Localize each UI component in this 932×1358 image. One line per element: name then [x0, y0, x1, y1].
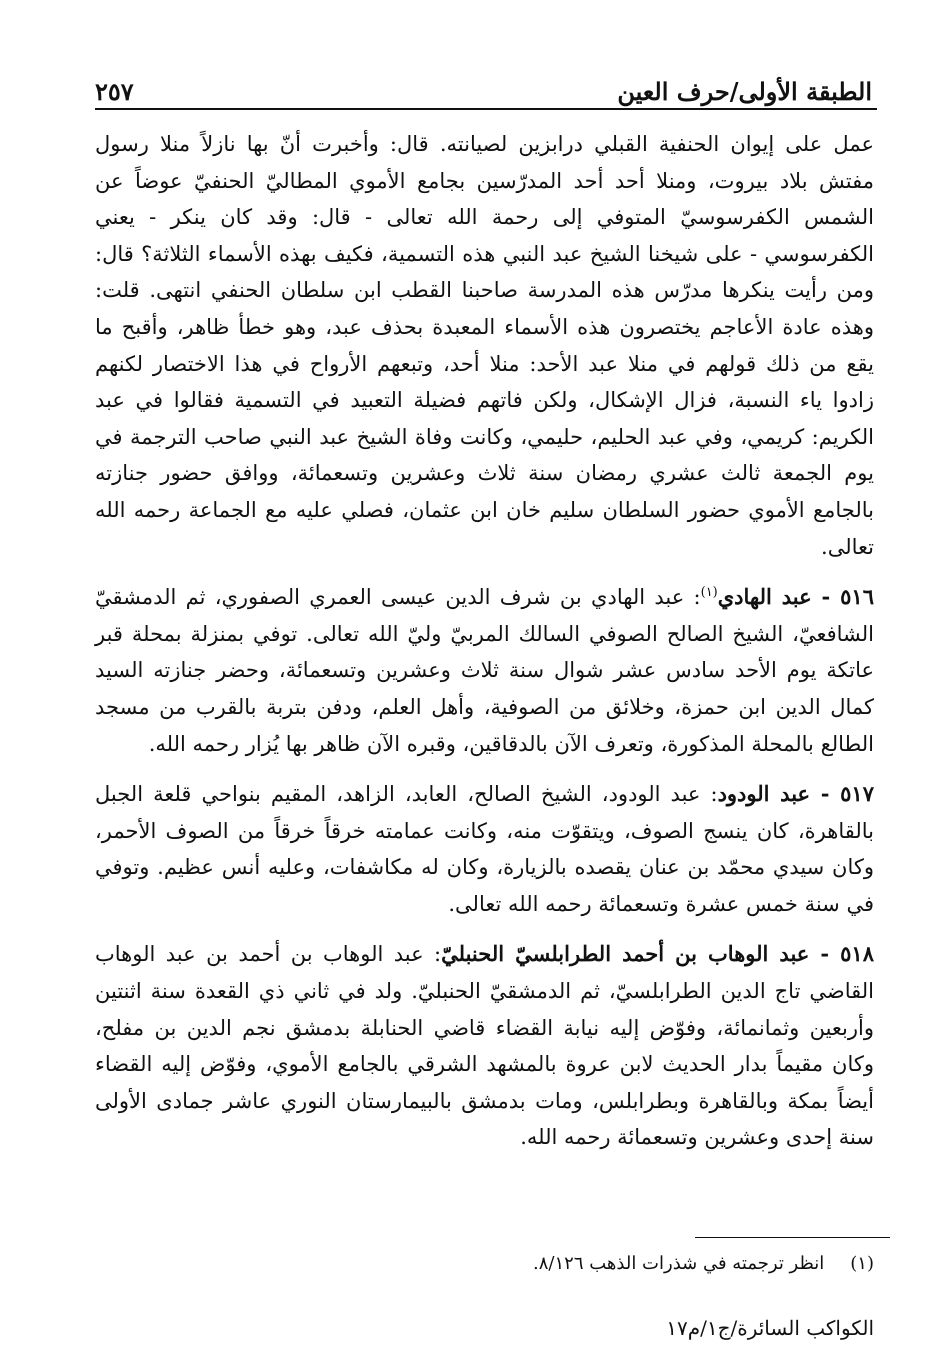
signature-line: الكواكب السائرة/ج١/م١٧ [666, 1316, 874, 1340]
entry-517 [95, 776, 874, 922]
header-rule [95, 108, 877, 110]
continuation-paragraph: عمل على إيوان الحنفية القبلي درابزين لصيانته. قال: وأخبرت أنّ بها نازلاً منلا رسول مفتش بلاد بيروت، ومنلا أحد أحد المدرّسين بجامع الأموي المطاليّ الحنفيّ عوضاً عن الشمس الكفرسوسيّ المتوفي إلى رحمة الله تعالى - قال: وقد كان ينكر - يعني الكفرسوسي - على شيخنا الشيخ عبد النبي هذه التسمية، فكيف بهذه الأسماء الثلاثة؟ قال: ومن رأيت ينكرها مدرّس هذه المدرسة صاحبنا القطب ابن سلطان الحنفي انتهى. قلت: وهذه عادة الأعاجم يختصرون هذه الأسماء المعبدة بحذف عبد، وهو خطأ ظاهر، وأقبح ما يقع من ذلك قولهم في منلا عبد الأحد: منلا أحد، وتبعهم الأرواح في هذا الاختصار لكنهم زادوا ياء النسبة، فزال الإشكال، ولكن فاتهم فضيلة التعبيد في التسمية فقالوا في عبد الكريم: كريمي، وفي عبد الحليم، حليمي، وكانت وفاة الشيخ عبد النبي صاحب الترجمة في يوم الجمعة ثالث عشري رمضان سنة ثلاث وعشرين وتسعمائة، ووافق حضور جنازته بالجامع الأموي حضور السلطان سليم خان ابن عثمان، فصلي عليه مع الجماعة رحمه الله تعالى. [95, 132, 874, 559]
entry-name: عبد الهادي [717, 584, 812, 610]
entry-name: عبد الوهاب بن أحمد الطرابلسيّ الحنبليّ [441, 941, 810, 967]
footnote-marker: (١) [700, 585, 718, 601]
entry-name: عبد الودود [717, 781, 811, 807]
footnote-rule [695, 1237, 890, 1238]
entry-518 [95, 936, 874, 1156]
page-number: ٢٥٧ [95, 77, 134, 106]
entry-number: ٥١٨ - [809, 941, 874, 967]
footnote [300, 1250, 874, 1278]
entry-number: ٥١٦ - [811, 584, 874, 610]
footnote-number: (١) [850, 1253, 874, 1274]
entry-text: : عبد الهادي بن شرف الدين عيسى العمري الصفوري، ثم الدمشقيّ الشافعيّ، الشيخ الصالح الصوفي السالك المربيّ وليّ الله تعالى. توفي بمنزلة بمحلة قبر عاتكة يوم الأحد سادس عشر شوال سنة ثلاث وعشرين وتسعمائة، وحضر جنازته السيد كمال الدين ابن حمزة، وخلائق من الصوفية، وأهل العلم، ودفن بتربة بالقرب من مسجد الطالع بالمحلة المذكورة، وتعرف الآن بالدقاقين، وقبره الآن ظاهر بها يُزار رحمه الله. [95, 585, 874, 756]
entry-number: ٥١٧ - [810, 781, 874, 807]
entry-text: : عبد الودود، الشيخ الصالح، العابد، الزاهد، المقيم بنواحي قلعة الجبل بالقاهرة، كان ينسج الصوف، ويتقوّت منه، وكانت عمامته خرقاً خرقاً من الصوف الأحمر، وكان سيدي محمّد بن عنان يقصده بالزيارة، وكان له مكاشفات، وعليه أنس عظيم. وتوفي في سنة خمس عشرة وتسعمائة رحمه الله تعالى. [95, 782, 874, 916]
body-text [95, 126, 874, 1156]
entry-text: : عبد الوهاب بن أحمد بن عبد الوهاب القاضي تاج الدين الطرابلسيّ، ثم الدمشقيّ الحنبليّ. ولد في ثاني ذي القعدة سنة اثنتين وأربعين وثمانمائة، وفوّض إليه نيابة القضاء قاضي الحنابلة بدمشق نجم الدين بن مفلح، وكان مقيماً بدار الحديث لابن عروة بالمشهد الشرقي بالجامع الأموي، وفوّض إليه القضاء أيضاً بمكة وبالقاهرة وبطرابلس، ومات بدمشق بالبيمارستان النوري عاشر جمادى الأولى سنة إحدى وعشرين وتسعمائة رحمه الله. [95, 942, 874, 1150]
page-header [95, 66, 872, 106]
running-title: الطبقة الأولى/حرف العين [617, 77, 872, 106]
entry-516 [95, 579, 874, 762]
footnote-text: انظر ترجمته في شذرات الذهب ٨/١٢٦. [533, 1253, 825, 1274]
